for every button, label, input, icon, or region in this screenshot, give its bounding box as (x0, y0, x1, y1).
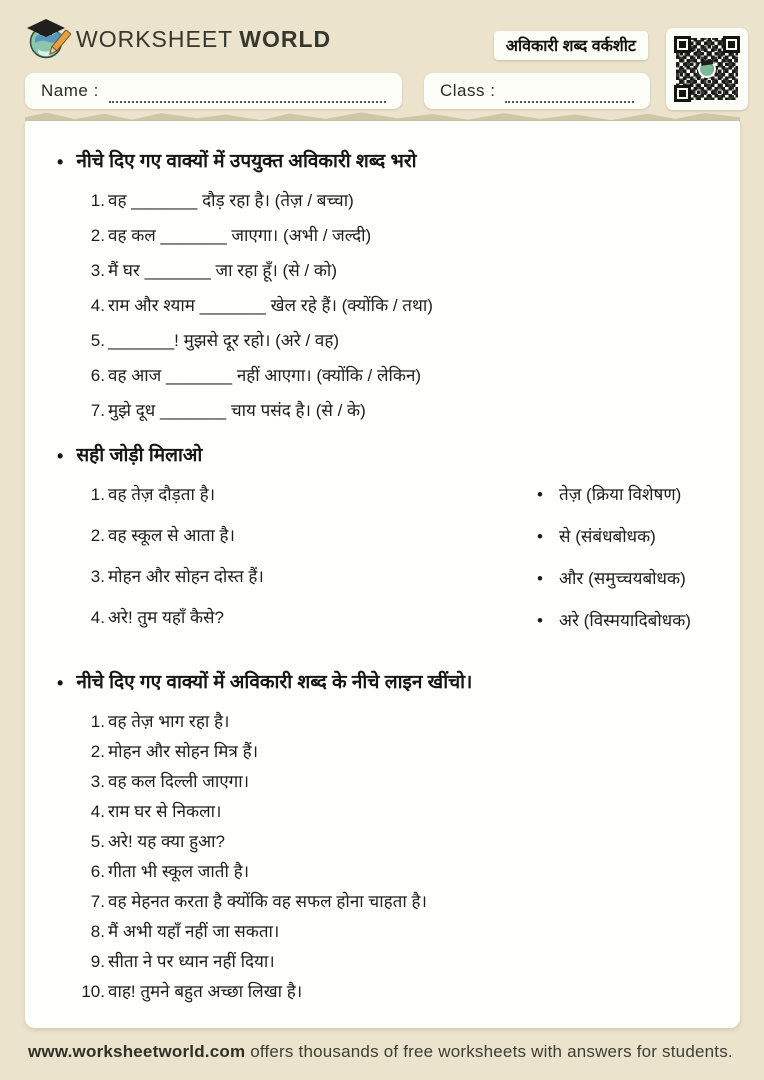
list-item (75, 771, 714, 792)
name-label: Name : (41, 81, 99, 100)
list-item (75, 951, 714, 972)
sentence-text: मैं अभी यहाँ नहीं जा सकता। (108, 922, 280, 941)
bullet-icon: • (57, 446, 64, 466)
fill-item-text: राम और श्याम _______ खेल रहे हैं। (क्योंकि / तथा) (108, 296, 433, 315)
list-item (537, 610, 691, 632)
match-right-list (537, 484, 691, 632)
list-item (537, 484, 691, 506)
list-item (75, 981, 714, 1002)
list-item (75, 831, 714, 852)
list-item (75, 365, 714, 386)
sentence-text: सीता ने पर ध्यान नहीं दिया। (108, 952, 275, 971)
qr-code (666, 28, 748, 110)
list-item (75, 801, 714, 822)
sentence-text: वह कल दिल्ली जाएगा। (108, 772, 250, 791)
match-right-text: तेज़ (क्रिया विशेषण) (559, 485, 682, 504)
fill-item-text: मुझे दूध _______ चाय पसंद है। (से / के) (108, 401, 366, 420)
qr-finder-icon (723, 36, 740, 53)
sentence-text: वह तेज़ भाग रहा है। (108, 712, 230, 731)
worksheet-title-badge: अविकारी शब्द वर्कशीट (494, 31, 648, 60)
sentence-text: मोहन और सोहन मित्र हैं। (108, 742, 259, 761)
bullet-icon: • (57, 152, 64, 172)
fill-item-text: वह आज _______ नहीं आएगा। (क्योंकि / लेकिन) (108, 366, 422, 385)
fill-item-text: वह _______ दौड़ रहा है। (तेज़ / बच्चा) (108, 191, 354, 210)
list-item (75, 190, 714, 211)
list-item (75, 330, 714, 351)
section-underline-title: नीचे दिए गए वाक्यों में अविकारी शब्द के नीचे लाइन खींचो। (76, 672, 473, 693)
fill-item-text: मैं घर _______ जा रहा हूँ। (से / को) (108, 261, 337, 280)
brand-second-word: WORLD (239, 26, 332, 52)
section-match-title: सही जोड़ी मिलाओ (76, 445, 203, 466)
bullet-icon: • (57, 673, 64, 693)
qr-finder-icon (674, 85, 691, 102)
list-item (75, 711, 714, 732)
sentence-text: गीता भी स्कूल जाती है। (108, 862, 250, 881)
match-right-text: और (समुच्चयबोधक) (559, 569, 686, 588)
list-item (75, 566, 537, 587)
name-input-line[interactable] (109, 89, 386, 103)
match-left-text: वह तेज़ दौड़ता है। (108, 485, 216, 504)
footer-site-url[interactable]: www.worksheetworld.com (28, 1042, 246, 1061)
fill-item-text: _______! मुझसे दूर रहो। (अरे / वह) (108, 331, 340, 350)
match-right-text: अरे (विस्मयादिबोधक) (559, 611, 691, 630)
list-item (75, 861, 714, 882)
fill-in-blanks-list (75, 190, 714, 421)
fill-item-text: वह कल _______ जाएगा। (अभी / जल्दी) (108, 226, 372, 245)
section-fill-title: नीचे दिए गए वाक्यों में उपयुक्त अविकारी शब्द भरो (76, 151, 417, 172)
list-item (75, 225, 714, 246)
class-field (424, 73, 650, 109)
section-fill-heading (55, 149, 714, 175)
class-input-line[interactable] (505, 89, 634, 103)
list-item (537, 526, 691, 548)
list-item (75, 260, 714, 281)
list-item (75, 400, 714, 421)
class-label: Class : (440, 81, 496, 100)
match-right-column (537, 469, 691, 652)
match-left-text: वह स्कूल से आता है। (108, 526, 235, 545)
match-left-text: मोहन और सोहन दोस्त हैं। (108, 567, 264, 586)
list-item (75, 741, 714, 762)
sentence-text: राम घर से निकला। (108, 802, 222, 821)
list-item (75, 921, 714, 942)
underline-sentences-list (75, 711, 714, 1002)
section-underline-heading (55, 670, 714, 696)
qr-center-logo-icon (698, 60, 716, 78)
sentence-text: अरे! यह क्या हुआ? (108, 832, 225, 851)
worksheet-card (25, 121, 740, 1028)
brand-first-word: WORKSHEET (76, 26, 234, 52)
section-match-heading (55, 443, 714, 469)
worksheet-world-logo-icon (24, 14, 72, 62)
list-item (75, 891, 714, 912)
list-item (75, 525, 537, 546)
sentence-text: वाह! तुमने बहुत अच्छा लिखा है। (108, 982, 303, 1001)
list-item (75, 607, 537, 628)
list-item (537, 568, 691, 590)
match-left-column (55, 469, 537, 652)
list-item (75, 295, 714, 316)
brand-title (76, 26, 331, 53)
match-right-text: से (संबंधबोधक) (559, 527, 656, 546)
match-left-list (75, 484, 537, 628)
footer-tagline-text: offers thousands of free worksheets with answers for students. (245, 1042, 733, 1061)
qr-finder-icon (674, 36, 691, 53)
header (0, 0, 764, 68)
list-item (75, 484, 537, 505)
name-field (25, 73, 402, 109)
footer-tagline (28, 1042, 748, 1062)
match-left-text: अरे! तुम यहाँ कैसे? (108, 608, 224, 627)
match-columns (55, 469, 714, 652)
sentence-text: वह मेहनत करता है क्योंकि वह सफल होना चाहता है। (108, 892, 427, 911)
